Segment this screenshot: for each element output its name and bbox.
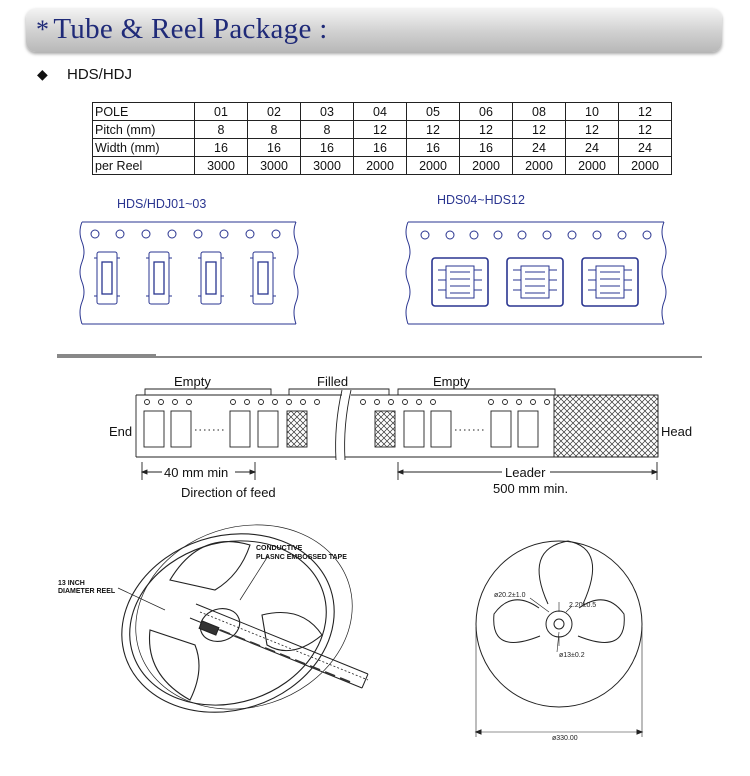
- table-cell: 2000: [566, 157, 619, 175]
- table-cell: 16: [407, 139, 460, 157]
- tape-label-line1: CONDUCTIVE: [256, 545, 303, 552]
- slot-dimension: 2.20±0.5: [569, 602, 597, 609]
- empty-pocket: [518, 411, 538, 447]
- sprocket-holes: [421, 231, 651, 239]
- hub-dimension: ø20.2±1.0: [494, 592, 526, 599]
- row-label: POLE: [93, 103, 195, 121]
- empty-pocket: [230, 411, 250, 447]
- table-cell: 8: [248, 121, 301, 139]
- table-cell: 24: [513, 139, 566, 157]
- table-cell: 8: [195, 121, 248, 139]
- table-cell: 24: [566, 139, 619, 157]
- table-cell: 8: [301, 121, 354, 139]
- reel-perspective-drawing: [98, 497, 376, 739]
- table-cell: 12: [619, 103, 672, 121]
- filled-pocket: [287, 411, 307, 447]
- large-switch-pocket: [432, 258, 488, 306]
- row-label: per Reel: [93, 157, 195, 175]
- table-cell: 2000: [460, 157, 513, 175]
- table-cell: 3000: [301, 157, 354, 175]
- small-carrier-tape: [80, 222, 298, 324]
- reel-front-drawing: [476, 541, 642, 737]
- diameter-label-line1: 13 INCH: [58, 580, 85, 587]
- table-cell: 02: [248, 103, 301, 121]
- empty-pocket: [431, 411, 451, 447]
- empty-left-label: Empty: [174, 374, 211, 389]
- head-label: Head: [661, 424, 693, 439]
- table-cell: 16: [301, 139, 354, 157]
- large-tape-caption: HDS04~HDS12: [437, 193, 525, 207]
- small-switch-pocket: [198, 252, 224, 304]
- table-cell: 12: [354, 121, 407, 139]
- empty-pocket: [144, 411, 164, 447]
- small-switch-pocket: [94, 252, 120, 304]
- table-cell: 12: [513, 121, 566, 139]
- leader-min-label: 500 mm min.: [493, 481, 569, 496]
- sprocket-holes: [145, 400, 550, 405]
- filled-label: Filled: [317, 374, 349, 389]
- diamond-bullet-icon: ◆: [37, 66, 48, 82]
- table-cell: 08: [513, 103, 566, 121]
- table-cell: 03: [301, 103, 354, 121]
- empty-pocket: [171, 411, 191, 447]
- series-name: HDS/HDJ: [67, 66, 133, 83]
- large-switch-pocket: [582, 258, 638, 306]
- table-cell: 01: [195, 103, 248, 121]
- empty-right-label: Empty: [433, 374, 470, 389]
- title-star-icon: *: [36, 15, 50, 44]
- sprocket-holes: [91, 230, 280, 238]
- table-cell: 2000: [407, 157, 460, 175]
- large-carrier-tape: [406, 222, 666, 324]
- section-divider: [57, 355, 702, 357]
- table-cell: 04: [354, 103, 407, 121]
- table-cell: 12: [460, 121, 513, 139]
- outer-dimension: ø330.00: [552, 735, 578, 742]
- title-text: Tube & Reel Package :: [53, 13, 328, 45]
- filled-pocket: [375, 411, 395, 447]
- small-switch-pocket: [250, 252, 276, 304]
- table-cell: 24: [619, 139, 672, 157]
- min-40-label: 40 mm min: [164, 465, 229, 480]
- table-cell: 2000: [513, 157, 566, 175]
- table-cell: 16: [460, 139, 513, 157]
- table-cell: 16: [354, 139, 407, 157]
- table-cell: 12: [619, 121, 672, 139]
- tape-label-line2: PLASNC EMBOSSED TAPE: [256, 554, 347, 561]
- direction-label: Direction of feed: [181, 485, 276, 500]
- table-cell: 3000: [248, 157, 301, 175]
- table-cell: 12: [566, 121, 619, 139]
- end-label: End: [109, 424, 133, 439]
- row-label: Width (mm): [93, 139, 195, 157]
- table-cell: 05: [407, 103, 460, 121]
- table-cell: 2000: [354, 157, 407, 175]
- empty-pocket: [258, 411, 278, 447]
- table-cell: 16: [195, 139, 248, 157]
- table-cell: 10: [566, 103, 619, 121]
- table-cell: 12: [407, 121, 460, 139]
- leader-hatch: [554, 395, 658, 457]
- leader-label: Leader: [505, 465, 546, 480]
- small-tape-caption: HDS/HDJ01~03: [117, 197, 207, 211]
- table-cell: 16: [248, 139, 301, 157]
- diameter-label-line2: DIAMETER REEL: [58, 588, 116, 595]
- empty-pocket: [491, 411, 511, 447]
- small-switch-pocket: [146, 252, 172, 304]
- table-cell: 3000: [195, 157, 248, 175]
- large-switch-pocket: [507, 258, 563, 306]
- bore-dimension: ø13±0.2: [559, 652, 585, 659]
- row-label: Pitch (mm): [93, 121, 195, 139]
- table-cell: 2000: [619, 157, 672, 175]
- table-cell: 06: [460, 103, 513, 121]
- empty-pocket: [404, 411, 424, 447]
